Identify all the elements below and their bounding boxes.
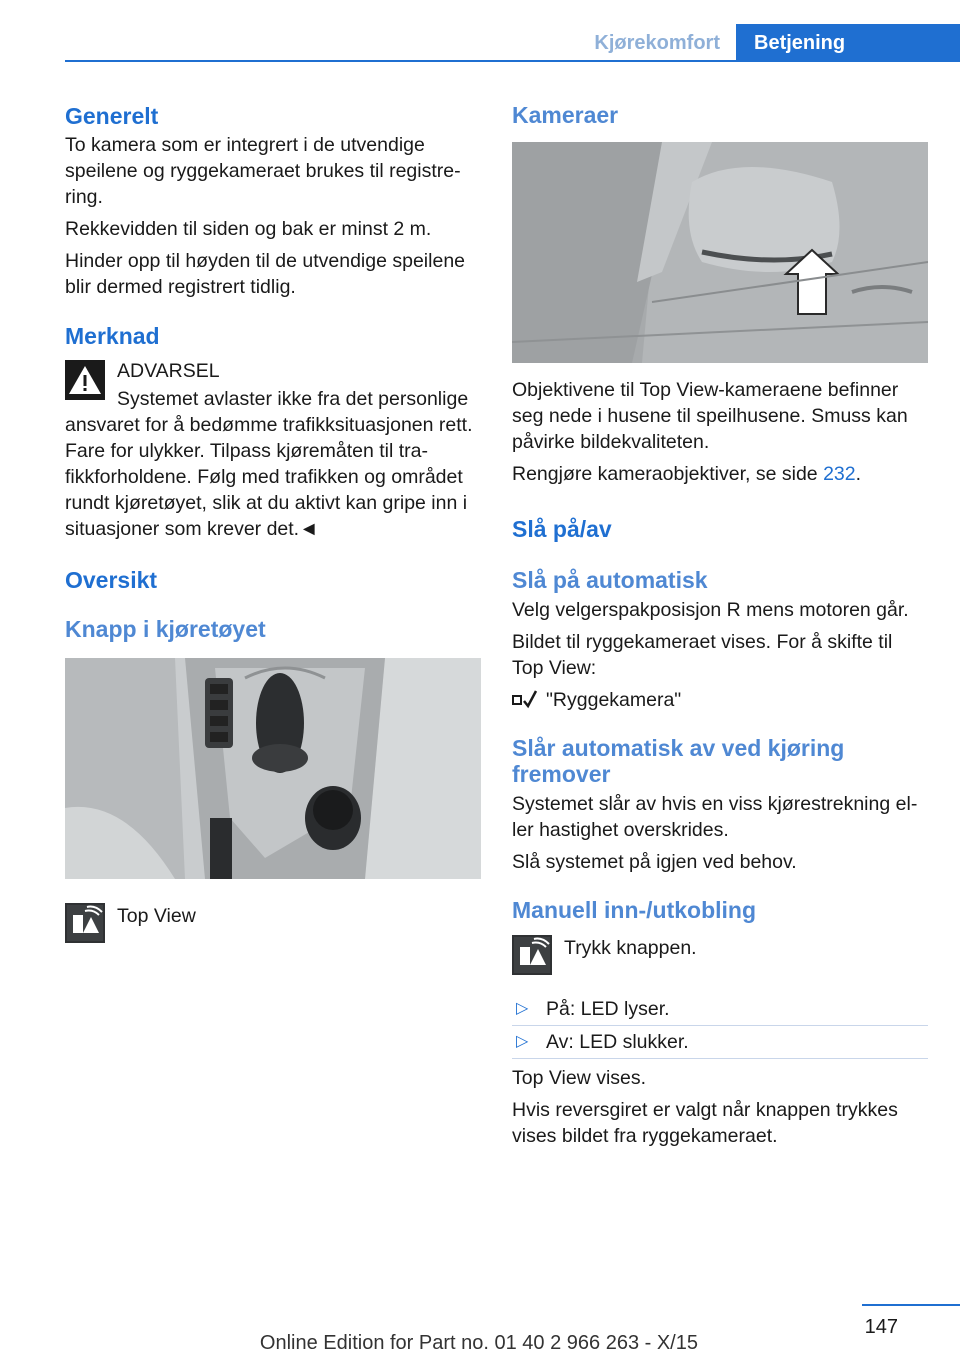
generelt-heading: Generelt: [65, 103, 159, 129]
kameraer-paragraph-2: [512, 461, 928, 487]
left-column: [65, 102, 481, 947]
manual-paragraph-2: Top View vises.: [512, 1067, 647, 1089]
header-chapter-tab: Betjening: [736, 24, 960, 62]
warning-triangle-icon: [65, 360, 105, 400]
generelt-paragraph-2: Rekkevidden til siden og bak er minst 2 m.: [65, 218, 432, 240]
slaa-heading: Slå på/av: [512, 516, 612, 542]
knapp-heading: Knapp i kjøretøyet: [65, 616, 266, 642]
footer-rule: [862, 1304, 960, 1306]
auto-off-heading: Slår automatisk av ved kjøring fremover: [512, 735, 845, 787]
page-header: [65, 24, 960, 62]
header-section-tab: Kjørekomfort: [594, 32, 720, 54]
auto-on-paragraph-1: Velg velgerspakposisjon R mens motoren går.: [512, 599, 909, 621]
auto-off-paragraph-1: Systemet slår av hvis en viss kjørestrekning eller hastighet overskrides.: [512, 793, 918, 841]
top-view-button-icon: [512, 935, 552, 975]
top-view-label: Top View: [117, 905, 196, 927]
right-column: [512, 102, 928, 1149]
auto-on-paragraph-2: Bildet til ryggekameraet vises. For å skifte til Top View:: [512, 631, 893, 679]
auto-off-paragraph-2: Slå systemet på igjen ved behov.: [512, 851, 797, 873]
list-item: ▷ På: LED lyser.: [512, 993, 928, 1026]
top-view-camera-icon: [65, 903, 105, 943]
page-reference-link[interactable]: 232: [823, 463, 856, 485]
page-number: 147: [864, 1316, 898, 1338]
kameraer-heading: Kameraer: [512, 102, 619, 128]
merknad-heading: Merknad: [65, 323, 160, 349]
auto-on-heading: Slå på automatisk: [512, 567, 708, 593]
warning-block: [65, 358, 481, 542]
led-status-list: [512, 993, 928, 1059]
generelt-paragraph-1: To kamera som er integrert i de utvendige speilene og ryggekameraet brukes til registrering.: [65, 134, 461, 208]
mirror-camera-photo: [512, 142, 928, 363]
ryggekamera-label: "Ryggekamera": [546, 689, 682, 711]
warning-label: ADVARSEL: [117, 360, 220, 382]
kameraer-paragraph-2-prefix: Rengjøre kameraobjektiver, se side: [512, 463, 824, 485]
top-view-row: [65, 901, 481, 947]
warning-text: Systemet avlaster ikke fra det personlige ansvaret for å bedømme trafikksituasjonen rett. Fare for ulykker. Tilpass kjøremåten til trafikkforholdene. Følg med trafikken og området rundt kjøretøyet, slik at du aktivt kan gripe inn i situasjoner som krever det.◄: [65, 388, 473, 540]
kameraer-paragraph-1: Objektivene til Top View-kameraene befinner seg nede i husene til speilhusene. Smuss kan påvirke bildekvaliteten.: [512, 379, 908, 453]
manual-heading: Manuell inn-/utkobling: [512, 897, 757, 923]
manual-paragraph-3: Hvis reversgiret er valgt når knappen trykkes vises bildet fra ryggekameraet.: [512, 1099, 898, 1147]
manual-paragraph-1: Trykk knappen.: [564, 937, 697, 959]
kameraer-paragraph-2-suffix: .: [855, 463, 862, 485]
oversikt-heading: Oversikt: [65, 567, 158, 593]
bullet-triangle-icon: ▷: [516, 1033, 529, 1050]
center-console-photo: [65, 658, 481, 879]
ryggekamera-row: [512, 687, 928, 715]
manual-button-row: [512, 933, 928, 979]
camera-check-icon: [512, 687, 538, 713]
bullet-triangle-icon: ▷: [516, 1000, 529, 1017]
edition-note: Online Edition for Part no. 01 40 2 966 263 - X/15: [259, 1332, 698, 1354]
generelt-paragraph-3: Hinder opp til høyden til de utvendige speilene blir dermed registrert tidlig.: [65, 250, 466, 298]
list-item: ▷ Av: LED slukker.: [512, 1026, 928, 1059]
